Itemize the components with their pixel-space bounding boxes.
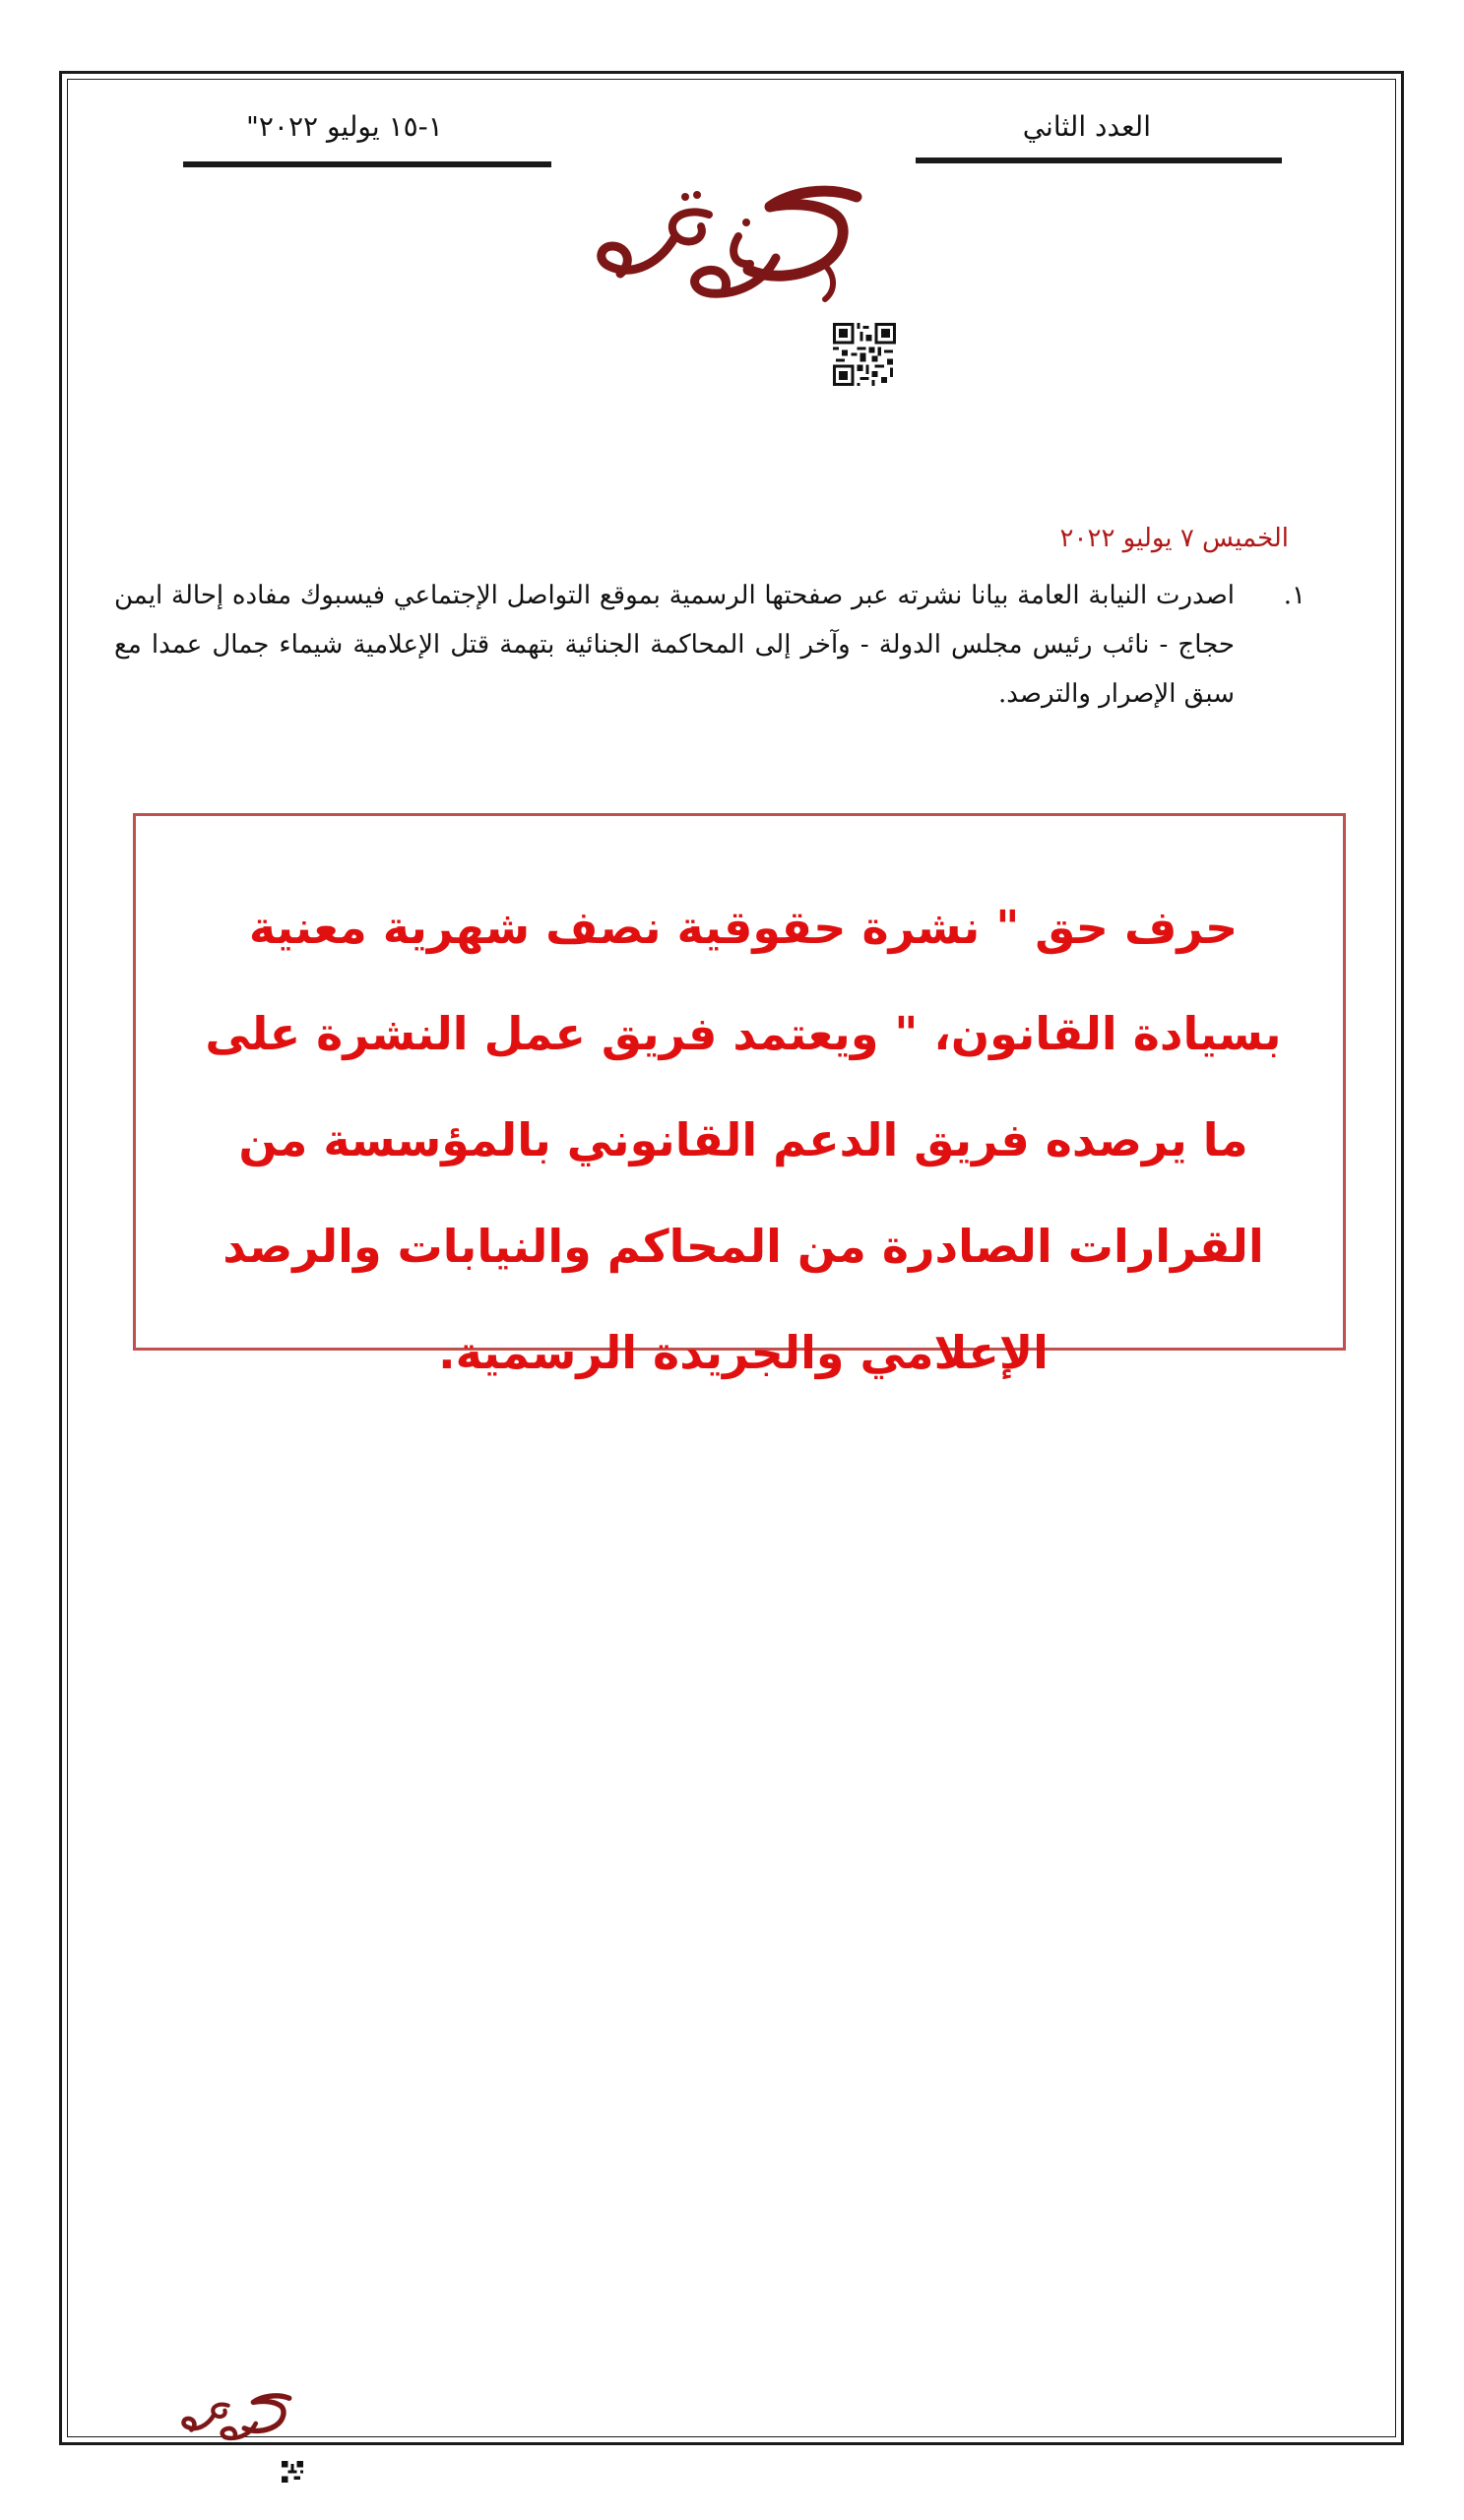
issue-underline bbox=[916, 158, 1282, 163]
item-text: اصدرت النيابة العامة بيانا نشرته عبر صفحتها الرسمية بموقع التواصل الإجتماعي فيسبوك مفاده إحالة ايمن حجاج - نائب رئيس مجلس الدولة - وآخر إلى المحاكمة الجنائية بتهمة قتل الإعلامية شيماء جمال عمدا مع سبق الإصرار والترصد. bbox=[114, 581, 1235, 709]
date-underline bbox=[183, 161, 551, 167]
entry-date: الخميس ٧ يوليو ٢٠٢٢ bbox=[1059, 524, 1289, 553]
footer-qr-code bbox=[282, 2461, 303, 2483]
qr-code bbox=[833, 323, 896, 386]
notice-text: حرف حق " نشرة حقوقية نصف شهرية معنية بسيادة القانون، " ويعتمد فريق عمل النشرة على ما يرصده فريق الدعم القانوني بالمؤسسة من القرارات الصادرة من المحاكم والنيابات والرصد الإعلامي والجريدة الرسمية. bbox=[205, 901, 1282, 1379]
item-number: ١. bbox=[1283, 581, 1305, 610]
news-item bbox=[114, 571, 1305, 719]
harf-haq-logo bbox=[591, 167, 876, 335]
footer-logo bbox=[179, 2382, 297, 2459]
issue-label: العدد الثاني bbox=[1022, 110, 1151, 143]
issue-date-range: ١-١٥ يوليو ٢٠٢٢" bbox=[246, 110, 443, 143]
